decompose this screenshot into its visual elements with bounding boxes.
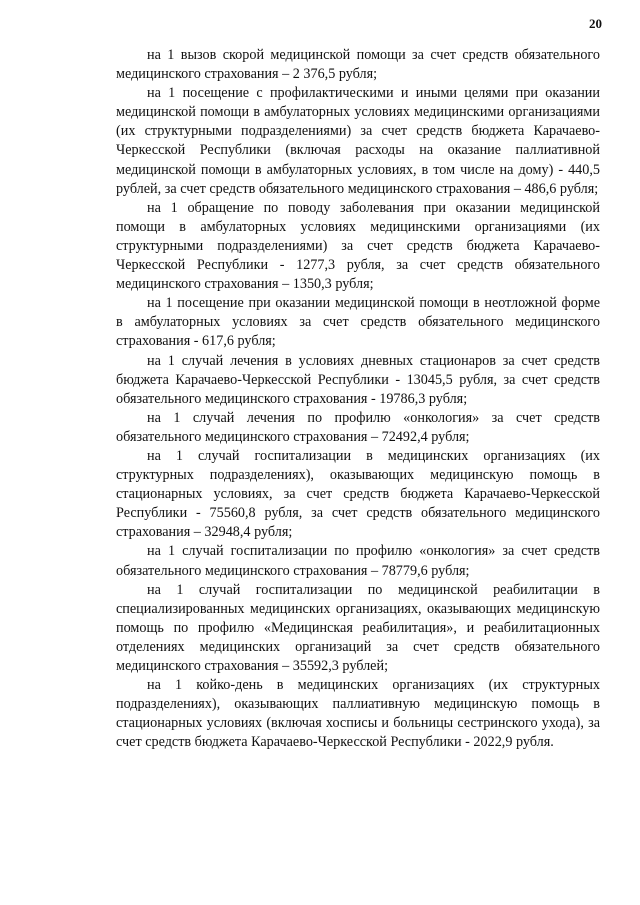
paragraph-rehabilitation: на 1 случай госпитализации по медицинской реабилитации в специализированных медицинских организациях, оказывающих медицинскую помощь по профилю «Медицинская реабилитация», и реабилитационных отделениях медицинских организаций за счет средств обязательного медицинского страхования – 35592,3 рублей; (116, 581, 600, 674)
paragraph-urgent-visit: на 1 посещение при оказании медицинской помощи в неотложной форме в амбулаторных условиях за счет средств обязательного медицинского страхования - 617,6 рубля; (116, 295, 600, 350)
page-number: 20 (589, 16, 602, 31)
paragraph-hospitalization: на 1 случай госпитализации в медицинских организациях (их структурных подразделениях), оказывающих медицинскую помощь в стационарных условиях, за счет средств бюджета Карачаево-Черкесской Республики - 75560,8 рубля, за счет средств обязательного медицинского страхования – 32948,4 рубля; (116, 447, 600, 541)
paragraph-day-hospital: на 1 случай лечения в условиях дневных стационаров за счет средств бюджета Карачаево-Черкесской Республики - 13045,5 рубля, за счет средств обязательного медицинского страхования - 19786,3 рубля; (116, 352, 600, 407)
paragraph-disease-appeal: на 1 обращение по поводу заболевания при оказании медицинской помощи в амбулаторных условиях медицинскими организациями (их структурными подразделениями) за счет средств бюджета Карачаево-Черкесской Республики - 1277,3 рубля, за счет средств обязательного медицинского страхования – 1350,3 рубля; (116, 199, 600, 293)
paragraph-palliative-bed-day: на 1 койко-день в медицинских организациях (их структурных подразделениях), оказывающих паллиативную медицинскую помощь в стационарных условиях (включая хосписы и больницы сестринского ухода), за счет средств бюджета Карачаево-Черкесской Республики - 2022,9 рубля. (116, 677, 600, 751)
document-body (116, 46, 600, 752)
paragraph-oncology-treatment: на 1 случай лечения по профилю «онкология» за счет средств обязательного медицинского страхования – 72492,4 рубля; (116, 409, 600, 445)
paragraph-oncology-hospitalization: на 1 случай госпитализации по профилю «онкология» за счет средств обязательного медицинского страхования – 78779,6 рубля; (116, 543, 600, 579)
paragraph-preventive-visit: на 1 посещение с профилактическими и иными целями при оказании медицинской помощи в амбулаторных условиях медицинскими организациями (их структурными подразделениями) за счет средств бюджета Карачаево-Черкесской Республики (включая расходы на оказание паллиативной медицинской помощи в амбулаторных условиях, в том числе на дому) - 440,5 рублей, за счет средств обязательного медицинского страхования – 486,6 рубля; (116, 85, 600, 197)
paragraph-ambulance-call: на 1 вызов скорой медицинской помощи за счет средств обязательного медицинского страхования – 2 376,5 рубля; (116, 47, 600, 83)
